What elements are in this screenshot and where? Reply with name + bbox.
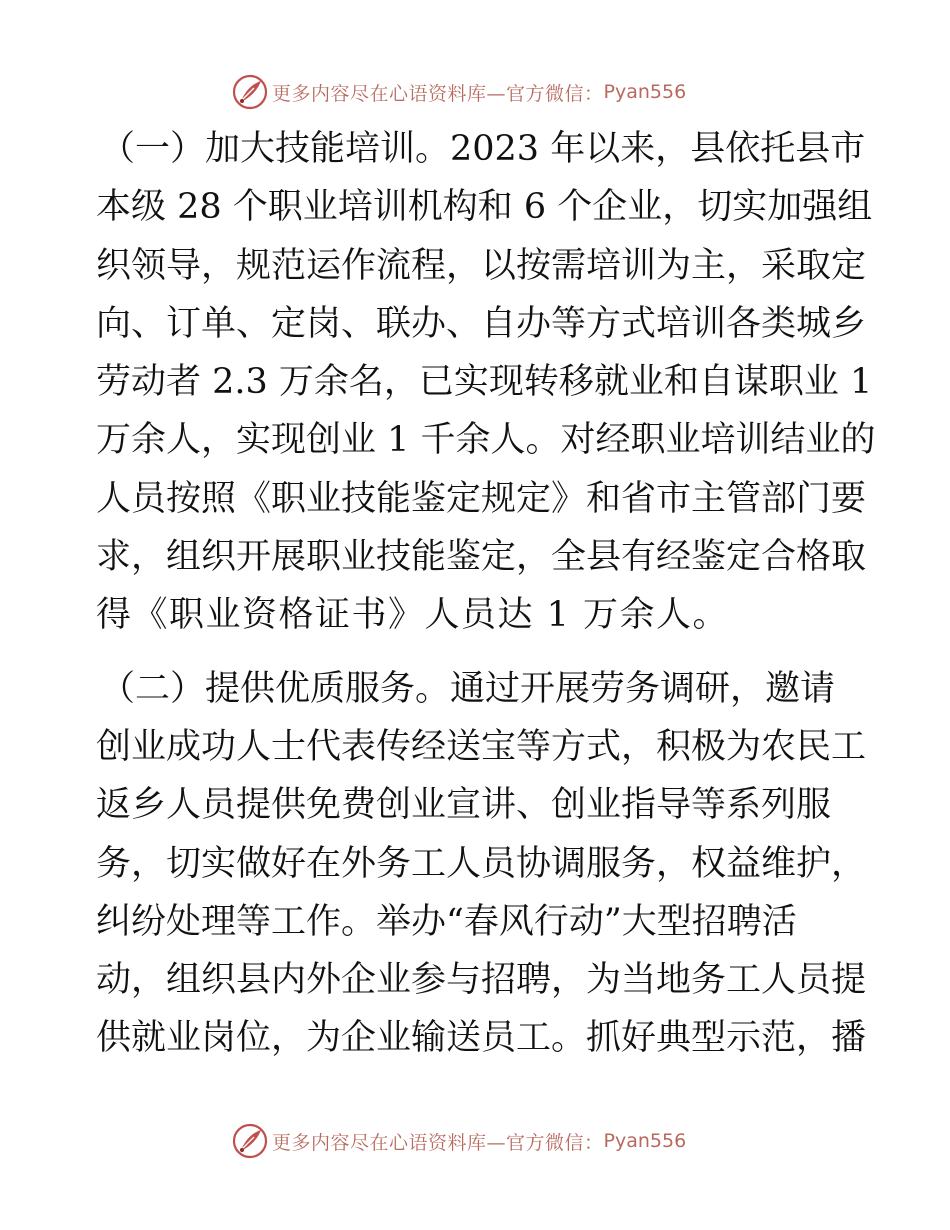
footer-wechat-id: Pyan556 [603, 1130, 687, 1152]
text-line: 务，切实做好在外务工人员协调服务，权益维护， [96, 843, 867, 884]
header-wechat-id: Pyan556 [603, 81, 687, 103]
text-line: 创业成功人士代表传经送宝等方式，积极为农民工 [96, 726, 867, 767]
text-line: 万余人，实现创业 1 千余人。对经职业培训结业的 [96, 420, 876, 461]
text-line: 人员按照《职业技能鉴定规定》和省市主管部门要 [96, 478, 867, 519]
paragraph-skill-training [96, 120, 876, 645]
text-line: （一）加大技能培训。2023 年以来，县依托县市 [100, 129, 866, 169]
text-line: 求，组织开展职业技能鉴定，全县有经鉴定合格取 [96, 537, 867, 578]
footer-banner [232, 1121, 686, 1161]
footer-banner-text: 更多内容尽在心语资料库—官方微信： [272, 1131, 604, 1154]
document-body [96, 120, 876, 1068]
text-line: 返乡人员提供免费创业宣讲、创业指导等系列服 [96, 785, 832, 826]
text-line: 向、订单、定岗、联办、自办等方式培训各类城乡 [96, 303, 867, 344]
header-banner [232, 72, 686, 112]
header-banner-text: 更多内容尽在心语资料库—官方微信： [272, 82, 604, 105]
paragraph-quality-service [96, 660, 867, 1068]
text-line: 供就业岗位，为企业输送员工。抓好典型示范，播 [96, 1018, 867, 1059]
text-line: 劳动者 2.3 万余名，已实现转移就业和自谋职业 1 [96, 362, 873, 403]
feather-pen-logo-icon [232, 74, 268, 110]
text-line: 织领导，规范运作流程，以按需培训为主，采取定 [96, 245, 867, 286]
text-line: 动，组织县内外企业参与招聘，为当地务工人员提 [96, 960, 867, 1001]
text-line: 本级 28 个职业培训机构和 6 个企业，切实加强组 [96, 187, 873, 228]
text-line: （二）提供优质服务。通过开展劳务调研，邀请 [100, 668, 836, 709]
feather-pen-logo-icon [232, 1123, 268, 1159]
text-line: 得《职业资格证书》人员达 1 万余人。 [96, 595, 730, 636]
text-line: 纠纷处理等工作。举办“春风行动”大型招聘活 [96, 901, 797, 942]
